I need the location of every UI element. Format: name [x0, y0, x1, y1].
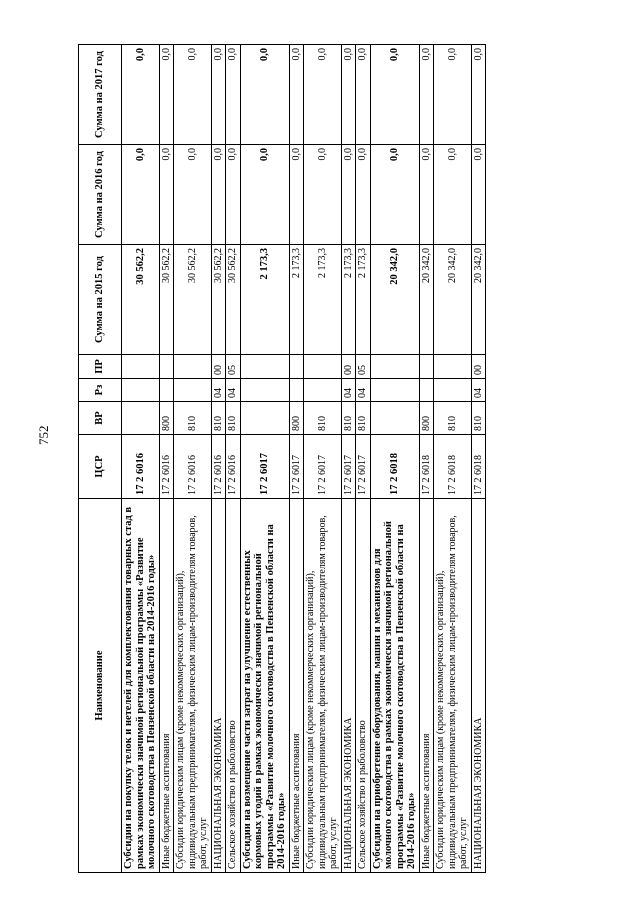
cell-sum-2016: 0,0 — [122, 145, 160, 245]
cell-rz: 04 — [471, 379, 486, 402]
cell-sum-2017: 0,0 — [370, 45, 419, 145]
cell-sum-2015: 30 562,2 — [226, 245, 241, 355]
cell-csr: 17 2 6017 — [289, 435, 304, 499]
rotated-table-container — [78, 45, 566, 873]
table-row — [174, 45, 212, 873]
cell-pr — [434, 355, 472, 379]
cell-sum-2016: 0,0 — [226, 145, 241, 245]
cell-csr: 17 2 6016 — [211, 435, 226, 499]
cell-vr: 800 — [289, 402, 304, 435]
cell-vr: 810 — [211, 402, 226, 435]
cell-sum-2017: 0,0 — [471, 45, 486, 145]
cell-sum-2017: 0,0 — [304, 45, 342, 145]
cell-csr: 17 2 6018 — [471, 435, 486, 499]
cell-sum-2017: 0,0 — [434, 45, 472, 145]
cell-sum-2016: 0,0 — [434, 145, 472, 245]
cell-sum-2017: 0,0 — [174, 45, 212, 145]
table-row — [304, 45, 342, 873]
cell-name: Субсидии на возмещение части затрат на улучшение естественных кормовых угодий в рамках экономически значимой региональной программы «Развитие молочного скотоводства в Пензенской области на 2014-2016 годы» — [240, 499, 289, 873]
cell-sum-2017: 0,0 — [122, 45, 160, 145]
cell-sum-2015: 30 562,2 — [174, 245, 212, 355]
cell-name: Субсидии юридическим лицам (кроме некоммерческих организаций), индивидуальным предпринимателям, физическим лицам-производителям товаров, работ, услуг — [434, 499, 472, 873]
cell-rz — [289, 379, 304, 402]
cell-pr: 00 — [471, 355, 486, 379]
cell-sum-2016: 0,0 — [356, 145, 371, 245]
cell-name: Иные бюджетные ассигнования — [289, 499, 304, 873]
page-number: 752 — [36, 425, 51, 445]
cell-csr: 17 2 6016 — [122, 435, 160, 499]
cell-csr: 17 2 6016 — [159, 435, 174, 499]
cell-sum-2016: 0,0 — [370, 145, 419, 245]
table-header-row — [79, 45, 122, 873]
cell-csr: 17 2 6017 — [304, 435, 342, 499]
header-sum-2017: Сумма на 2017 год — [79, 45, 122, 145]
cell-sum-2015: 20 342,0 — [419, 245, 434, 355]
cell-sum-2017: 0,0 — [226, 45, 241, 145]
cell-vr: 810 — [434, 402, 472, 435]
table-row — [122, 45, 160, 873]
cell-csr: 17 2 6018 — [370, 435, 419, 499]
cell-sum-2015: 2 173,3 — [240, 245, 289, 355]
cell-pr: 00 — [341, 355, 356, 379]
cell-name: Субсидии юридическим лицам (кроме некоммерческих организаций), индивидуальным предпринимателям, физическим лицам-производителям товаров, работ, услуг — [174, 499, 212, 873]
cell-pr — [289, 355, 304, 379]
cell-name: Субсидии юридическим лицам (кроме некоммерческих организаций), индивидуальным предпринимателям, физическим лицам-производителям товаров, работ, услуг — [304, 499, 342, 873]
header-pr: ПР — [79, 355, 122, 379]
cell-sum-2015: 20 342,0 — [471, 245, 486, 355]
cell-pr: 05 — [356, 355, 371, 379]
cell-sum-2015: 20 342,0 — [434, 245, 472, 355]
cell-sum-2015: 30 562,2 — [122, 245, 160, 355]
table-body — [122, 45, 486, 873]
table-row — [341, 45, 356, 873]
cell-sum-2017: 0,0 — [240, 45, 289, 145]
header-sum-2016: Сумма на 2016 год — [79, 145, 122, 245]
header-sum-2015: Сумма на 2015 год — [79, 245, 122, 355]
cell-csr: 17 2 6017 — [341, 435, 356, 499]
header-name: Наименование — [79, 499, 122, 873]
cell-sum-2016: 0,0 — [341, 145, 356, 245]
cell-vr: 810 — [226, 402, 241, 435]
cell-rz — [240, 379, 289, 402]
cell-sum-2017: 0,0 — [341, 45, 356, 145]
cell-name: Субсидии на приобретение оборудования, машин и механизмов для молочного скотоводства в рамках экономически значимой региональной программы «Развитие молочного скотоводства в Пензенской области на 2014-2016 годы» — [370, 499, 419, 873]
cell-sum-2016: 0,0 — [304, 145, 342, 245]
header-rz: Рз — [79, 379, 122, 402]
table-row — [471, 45, 486, 873]
cell-sum-2017: 0,0 — [211, 45, 226, 145]
cell-csr: 17 2 6016 — [174, 435, 212, 499]
cell-sum-2015: 2 173,3 — [341, 245, 356, 355]
cell-name: Сельское хозяйство и рыболовство — [226, 499, 241, 873]
cell-sum-2017: 0,0 — [356, 45, 371, 145]
cell-sum-2016: 0,0 — [471, 145, 486, 245]
cell-pr — [159, 355, 174, 379]
table-row — [159, 45, 174, 873]
cell-vr: 800 — [419, 402, 434, 435]
cell-rz: 04 — [226, 379, 241, 402]
cell-sum-2016: 0,0 — [240, 145, 289, 245]
cell-sum-2015: 30 562,2 — [159, 245, 174, 355]
cell-rz: 04 — [211, 379, 226, 402]
cell-csr: 17 2 6018 — [419, 435, 434, 499]
cell-name: НАЦИОНАЛЬНАЯ ЭКОНОМИКА — [211, 499, 226, 873]
cell-sum-2017: 0,0 — [289, 45, 304, 145]
cell-sum-2015: 2 173,3 — [289, 245, 304, 355]
budget-table — [78, 44, 486, 873]
cell-name: НАЦИОНАЛЬНАЯ ЭКОНОМИКА — [471, 499, 486, 873]
header-vr: ВР — [79, 402, 122, 435]
table-row — [434, 45, 472, 873]
table-row — [211, 45, 226, 873]
cell-sum-2017: 0,0 — [419, 45, 434, 145]
cell-vr: 810 — [304, 402, 342, 435]
cell-vr: 810 — [341, 402, 356, 435]
cell-csr: 17 2 6017 — [240, 435, 289, 499]
cell-vr — [240, 402, 289, 435]
cell-vr: 810 — [174, 402, 212, 435]
cell-vr: 810 — [471, 402, 486, 435]
header-csr: ЦСР — [79, 435, 122, 499]
table-row — [370, 45, 419, 873]
cell-rz: 04 — [341, 379, 356, 402]
table-row — [419, 45, 434, 873]
cell-pr — [370, 355, 419, 379]
cell-pr — [240, 355, 289, 379]
cell-rz — [304, 379, 342, 402]
cell-csr: 17 2 6018 — [434, 435, 472, 499]
cell-vr: 810 — [356, 402, 371, 435]
cell-sum-2017: 0,0 — [159, 45, 174, 145]
cell-sum-2016: 0,0 — [174, 145, 212, 245]
cell-name: НАЦИОНАЛЬНАЯ ЭКОНОМИКА — [341, 499, 356, 873]
cell-pr — [304, 355, 342, 379]
cell-rz — [159, 379, 174, 402]
cell-csr: 17 2 6017 — [356, 435, 371, 499]
cell-sum-2016: 0,0 — [159, 145, 174, 245]
cell-pr — [419, 355, 434, 379]
table-row — [289, 45, 304, 873]
cell-rz — [370, 379, 419, 402]
cell-pr: 00 — [211, 355, 226, 379]
cell-vr — [122, 402, 160, 435]
cell-sum-2015: 2 173,3 — [304, 245, 342, 355]
cell-pr: 05 — [226, 355, 241, 379]
cell-vr — [370, 402, 419, 435]
cell-name: Иные бюджетные ассигнования — [159, 499, 174, 873]
table-row — [226, 45, 241, 873]
cell-rz — [174, 379, 212, 402]
cell-rz — [434, 379, 472, 402]
cell-sum-2016: 0,0 — [419, 145, 434, 245]
table-row — [356, 45, 371, 873]
cell-name: Иные бюджетные ассигнования — [419, 499, 434, 873]
cell-name: Сельское хозяйство и рыболовство — [356, 499, 371, 873]
cell-pr — [174, 355, 212, 379]
cell-sum-2015: 2 173,3 — [356, 245, 371, 355]
cell-sum-2016: 0,0 — [211, 145, 226, 245]
table-row — [240, 45, 289, 873]
cell-rz — [122, 379, 160, 402]
cell-sum-2015: 30 562,2 — [211, 245, 226, 355]
cell-csr: 17 2 6016 — [226, 435, 241, 499]
cell-sum-2016: 0,0 — [289, 145, 304, 245]
cell-rz: 04 — [356, 379, 371, 402]
cell-sum-2015: 20 342,0 — [370, 245, 419, 355]
cell-name: Субсидии на покупку телок и нетелей для комплектования товарных стад в рамках экономически значимой региональной программы «Развитие молочного скотоводства в Пензенской области на 2014-2016 годы» — [122, 499, 160, 873]
cell-vr: 800 — [159, 402, 174, 435]
cell-pr — [122, 355, 160, 379]
cell-rz — [419, 379, 434, 402]
